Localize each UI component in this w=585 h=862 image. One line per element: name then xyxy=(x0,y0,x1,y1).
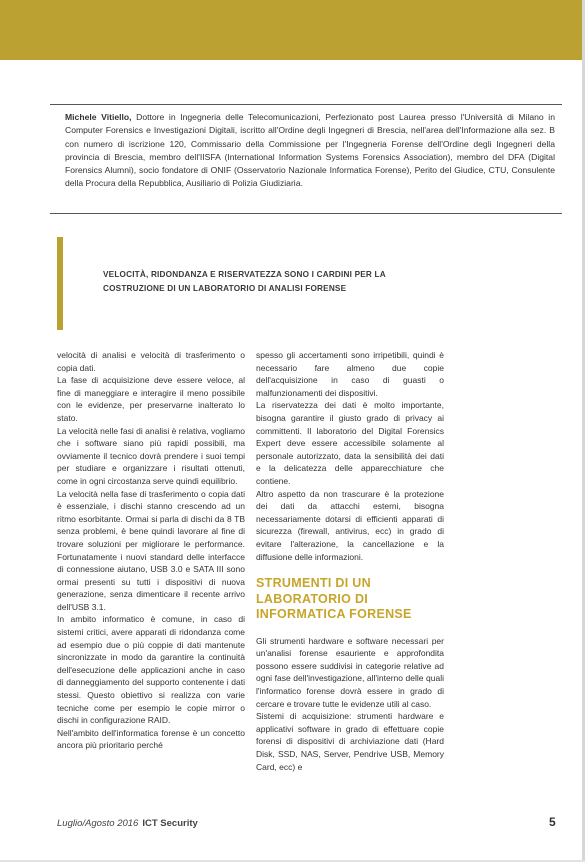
paragraph: Nell'ambito dell'informatica forense è un concetto ancora più prioritario perché xyxy=(57,727,245,751)
author-bio xyxy=(65,111,555,191)
author-bio-text: Dottore in Ingegneria delle Telecomunicazioni, Perfezionato post Laurea presso l'Università di Milano in Computer Forensics e Investigazioni Digitali, iscritto all'Ordine degli Ingegneri di Brescia, nell'area dell'Informazione alla sez. B con numero di iscrizione 120, Commissario della Commissione per l'Ingegneria Forense dell'Ordine degli Ingegneri della provincia di Brescia, membro dell'IISFA (International Information Systems Forensics Association), membro del DFA (Digital Forensics Alumni), socio fondatore di ONIF (Osservatorio Nazionale Informatica Forense), Perito del Giudice, CTU, Consulente della Procura della Repubblica, Ausiliario di Polizia Giudiziaria. xyxy=(65,112,555,189)
paragraph: La velocità nelle fasi di analisi è relativa, vogliamo che i software siano più rapidi possibili, ma ovviamente il tecnico dovrà prendere i suoi tempi per studiare e organizzare i risultati ottenuti, come in ogni circostanza serve quindi equilibrio. xyxy=(57,425,245,486)
paragraph: spesso gli accertamenti sono irripetibili, quindi è necessario fare almeno due copie dell'acquisizione in caso di guasti o malfunzionamenti dei dispositivi. xyxy=(256,350,444,398)
publication-name: ICT Security xyxy=(142,818,198,829)
header-band xyxy=(0,0,585,60)
pull-quote-bar xyxy=(57,237,63,330)
right-column xyxy=(256,349,444,773)
paragraph: La riservatezza dei dati è molto importante, bisogna garantire il giusto grado di privacy ai committenti. Il laboratorio del Digital Forensics Expert deve essere accessibile solamente al personale autorizzato, data la sensibilità dei dati e la delicatezza delle apparecchiature che contiene. xyxy=(256,400,444,486)
paragraph: In ambito informatico è comune, in caso di sistemi critici, avere apparati di ridondanza come ad esempio due o più coppie di dati mantenute sincronizzate in modo da garantire la continuità dell'esecuzione delle applicazioni anche in caso di danneggiamento del supporto contenente i dati stessi. Questo obiettivo si realizza con varie tecniche come per esempio le copie mirror o dischi in configurazione RAID. xyxy=(57,614,245,726)
footer-credit xyxy=(57,818,198,829)
pull-quote: VELOCITÀ, RIDONDANZA E RISERVATEZZA SONO I CARDINI PER LA COSTRUZIONE DI UN LABORATORIO DI ANALISI FORENSE xyxy=(103,270,386,293)
author-name: Michele Vitiello, xyxy=(65,112,132,122)
paragraph: La fase di acquisizione deve essere veloce, al fine di maneggiare e interagire il meno possibile con le evidenze, per preservarne inalterato lo stato. xyxy=(57,375,245,423)
issue-date: Luglio/Agosto 2016 xyxy=(57,818,139,829)
page-number: 5 xyxy=(549,815,556,829)
paragraph: Sistemi di acquisizione: strumenti hardware e applicativi software in grado di effettuare copie forensi di dispositivi di archiviazione dati (Hard Disk, SSD, NAS, Server, Pendrive USB, Memory Card, ecc) e xyxy=(256,711,444,772)
left-column xyxy=(57,349,245,752)
paragraph: La velocità nella fase di trasferimento o copia dati è essenziale, i dischi stanno crescendo ad un ritmo esorbitante. Ormai si parla di dischi da 8 TB senza problemi, è bene quindi lavorare al fine di trovare soluzioni per migliorare le performance. Fortunatamente i nuovi standard delle interfacce di connessione aiutano, USB 3.0 e SATA III sono ormai presenti su tutti i dispositivi di nuova generazione, senza dimenticare il recente arrivo dell'USB 3.1. xyxy=(57,488,245,612)
paragraph: Altro aspetto da non trascurare è la protezione dei dati da attacchi esterni, bisogna necessariamente dotarsi di efficienti apparati di sicurezza (firewall, antivirus, ecc) in grado di evitare l'alterazione, la cancellazione e la diffusione delle informazioni. xyxy=(256,488,444,562)
paragraph: Gli strumenti hardware e software necessari per un'analisi forense esauriente e approfondita possono essere suddivisi in categorie relative ad ogni fase dell'investigazione, all'interno delle quali l'informatico forense dovrà essere in grado di cercare e trovare tutte le evidenze utili al caso. xyxy=(256,635,444,709)
paragraph: velocità di analisi e velocità di trasferimento o copia dati. xyxy=(57,350,245,373)
section-heading: STRUMENTI DI UN LABORATORIO DI INFORMATICA FORENSE xyxy=(256,576,412,622)
